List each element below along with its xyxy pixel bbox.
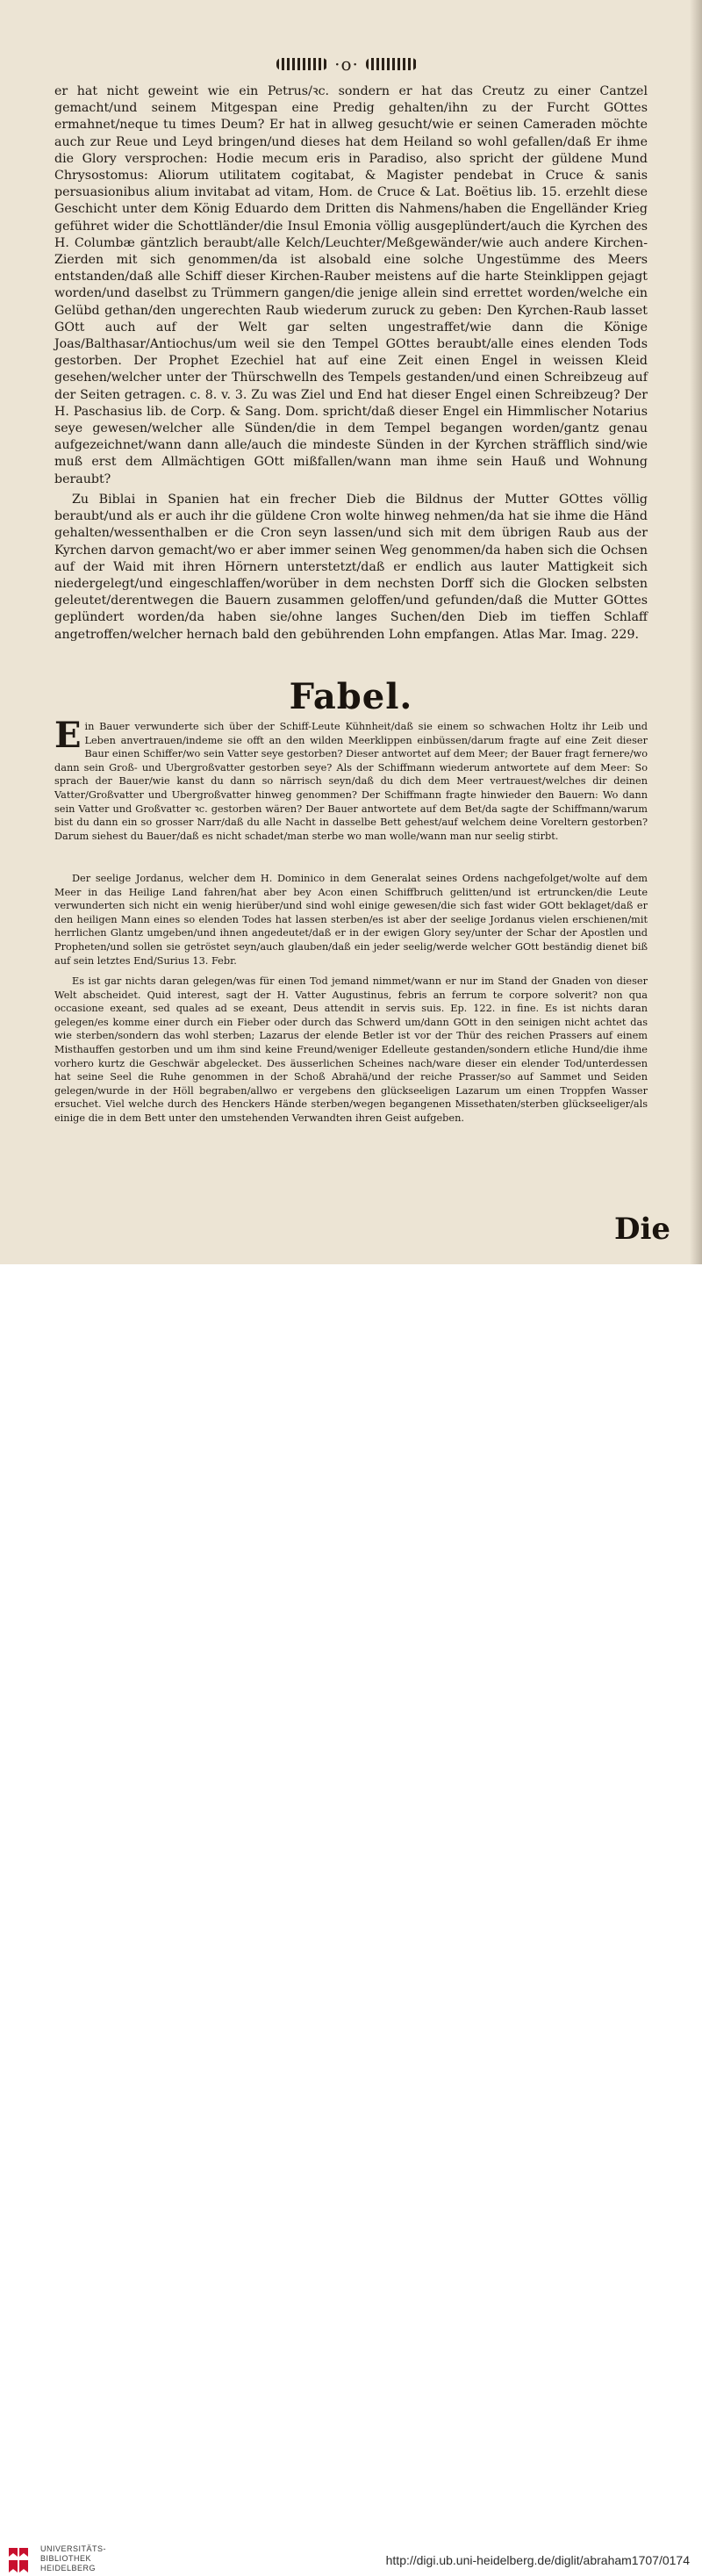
- paragraph-5-text: Es ist gar nichts daran gelegen/was für einen Tod jemand nimmet/wann er nur im Stand der Gnaden von dieser Welt abscheidet. Quid interest, sagt der H. Vatter Augustinus, febris an ferrum te corpore solverit? non qua occasione exeant, sed quales ad se exeant, Deus attendit in servis suis. Ep. 122. in fine. Es ist nichts daran gelegen/es komme einer durch ein Fieber oder durch das Schwerd um/dann GOtt in den seinigen nicht achtet das wie sterben/sondern das wohl sterben; Lazarus der elende Betler ist vor der Thür des reichen Prassers auf einem Misthauffen gestorben und um ihm sind keine Freund/weniger Edelleute gestanden/sondern etliche Hund/die ihme vorhero kurtz die Geschwär abgelecket. Des äusserlichen Scheines nach/ware dieser ein elender Tod/unterdessen hat seine Seel die Ruhe genommen in der Schoß Abrahä/und der reiche Prasser/so auf Sammet und Seiden gelegen/wurde in der Höll begraben/allwo er vergebens den glückseeligen Lazarum um einen Troppfen Wasser ersuchet. Viel welche durch des Henckers Hände sterben/wegen begangenen Missethaten/sterben glückseeliger/als einige die in dem Bett unter den umstehenden Verwandten ihren Geist aufgeben.: [54, 975, 648, 1124]
- ornament-right: [366, 58, 417, 70]
- paragraph-1-text: er hat nicht geweint wie ein Petrus/ꝛc. sondern er hat das Creutz zu einer Cantzel gemacht/und seinem Mitgespan eine Predig gehalten/ihn zu der Furcht GOttes ermahnet/neque tu times Deum? Er hat in allweg gesucht/wie er seinen Cameraden möchte auch zur Reue und Leyd bringen/und dieses hat dem Heiland so wohl gefallen/daß Er ihme die Glory versprochen: Hodie mecum eris in Paradiso, also spricht der güldene Mund Chrysostomus: Aliorum utilitatem cogitabat, & Magister pendebat in Cruce & sanis persuasionibus alium invitabat ad vitam, Hom. de Cruce & Lat. Boëtius lib. 15. erzehlt diese Geschicht unter dem König Eduardo dem Dritten dis Nahmens/haben die Engelländer Krieg geführet wider die Schottländer/die Insul Emonia völlig ausgeplündert/auch die Kyrchen des H. Columbæ gäntzlich beraubt/alle Kelch/Leuchter/Meßgewänder/wie auch andere Kirchen-Zierden mit sich genommen/da ist alsobald eine solche Ungestümme des Meers entstanden/daß alle Schiff dieser Kirchen-Rauber meistens auf die harte Steinklippen gejagt worden/und daselbst zu Trümmern gangen/die jenige allein sind errettet worden/welche ein Gelübd gethan/den ungerechten Raub wiederum zuruck zu geben: Den Kyrchen-Raub lasset GOtt auch auf der Welt gar selten ungestraffet/wie dann die Könige Joas/Balthasar/Antiochus/um weil sie den Tempel GOttes beraubt/alle eines elenden Tods gestorben. Der Prophet Ezechiel hat auf eine Zeit einen Engel in weissen Kleid gesehen/welcher unter der Thürschwelln des Tempels gestanden/und einen Schreibzeug auf der Seiten getragen. c. 8. v. 3. Zu was Ziel und End hat dieser Engel einen Schreibzeug? Der H. Paschasius lib. de Corp. & Sang. Dom. spricht/daß dieser Engel ein Himmlischer Notarius seye gewesen/welcher alle Sünden/die in dem Tempel begangen worden/gantz genau aufgezeichnet/wann dann alle/auch die mindeste Sünden in der Kyrchen sträfflich sind/wie muß erst dem Allmächtigen GOtt mißfallen/wann man ihme sein Hauß und Wohnung beraubt?: [54, 84, 648, 486]
- paragraph-4: [54, 872, 648, 968]
- viewer-footer: [0, 1264, 702, 2572]
- paragraph-4-text: Der seelige Jordanus, welcher dem H. Dominico in dem Generalat seines Ordens nachgefolget/wolte auf dem Meer in das Heilige Land fahren/hat aber bey Acon einen Schiffbruch gelitten/und ist ertruncken/die Leute verwunderten sich nicht ein wenig hierüber/und sind wohl einige gewesen/die sich fast wider GOtt beklaget/daß er den heiligen Mann eines so elenden Todes hat lassen sterben/es ist aber der seelige Jordanus vielen erschienen/mit herrlichen Glantz umgeben/und ihnen angedeutet/daß er in der ewigen Glory sey/unter der Schar der Apostlen und Propheten/und sollen sie getröstet seyn/auch glauben/daß ein jeder seelig/werde welcher GOtt beständig dienet biß auf sein letztes End/Surius 13. Febr.: [54, 873, 648, 967]
- paragraph-2: [54, 492, 648, 644]
- ornament-center: ·o·: [334, 54, 359, 75]
- library-name: [40, 2544, 106, 2573]
- library-name-line-3: HEIDELBERG: [40, 2564, 97, 2572]
- catchword: Die: [613, 1212, 670, 1247]
- book-page: [0, 0, 702, 1264]
- fable-text: Ein Bauer verwunderte sich über der Schiff-Leute Kühnheit/daß sie einem so schwachen Holtz ihr Leib und Leben anvertrauen/indeme sie offt an den wilden Meerklippen einbüssen/darum fragte auf eine Zeit dieser Baur einen Schiffer/wo sein Vatter seye gestorben? Dieser antwortet auf dem Meer; der Bauer fragt fernere/wo dann sein Groß- und Ubergroßvatter gestorben seye? Als der Schiffmann wiederum antwortete auf dem Meer: So sprach der Bauer/wie kanst du dann so närrisch seyn/daß du dich dem Meer vertrauest/welches dir deinen Vatter/Großvatter und Ubergroßvatter hinweg genommen? Der Schiffmann fragte hinwieder den Bauern: Wo dann sein Vatter und Großvatter ꝛc. gestorben wären? Der Bauer antwortete auf dem Bet/da sagte der Schiffmann/warum bist du dann ein so grosser Narr/daß du alle Nacht in dasselbe Bett gehest/auf welchem deine Voreltern gestorben? Darum siehest du Bauer/daß es nicht schadet/man sterbe wo man wolle/wann man nur seelig stirbt.: [54, 715, 648, 842]
- paragraph-2-text: Zu Biblai in Spanien hat ein frecher Dieb die Bildnus der Mutter GOttes völlig beraubt/und als er auch ihr die güldene Cron wolte hinweg nehmen/da hat sie ihme die Händ gehalten/wessenthalben er die Cron seyn lassen/und sich mit dem übrigen Raub aus der Kyrchen darvon gemacht/wo er aber immer seinen Weg genommen/da haben sich die Ochsen auf der Waid mit ihren Hörnern unterstetzt/daß er endlich aus lauter Mattigkeit sich niedergelegt/und eingeschlaffen/worüber in dem nechsten Dorff sich die Glocken selbsten geleutet/derentwegen die Bauern zusammen geloffen/und gefunden/daß die Mutter GOttes geplündert worden/da haben sie/ohne langes Suchen/den Dieb im tieffen Schlaff angetroffen/welcher hernach bald den gebührenden Lohn empfangen. Atlas Mar. Imag. 229.: [54, 493, 648, 642]
- library-name-line-2: BIBLIOTHEK: [40, 2554, 92, 2563]
- ornament-left: [276, 58, 327, 70]
- header-ornament: [254, 51, 439, 77]
- paragraph-5: [54, 975, 648, 1126]
- library-name-line-1: UNIVERSITÄTS-: [40, 2544, 107, 2553]
- library-logo-icon[interactable]: [5, 2544, 32, 2576]
- document-url-link[interactable]: http://digi.ub.uni-heidelberg.de/diglit/abraham1707/0174: [385, 2553, 690, 2567]
- fable-heading: Fabel.: [289, 676, 413, 717]
- paragraph-1: [54, 83, 648, 488]
